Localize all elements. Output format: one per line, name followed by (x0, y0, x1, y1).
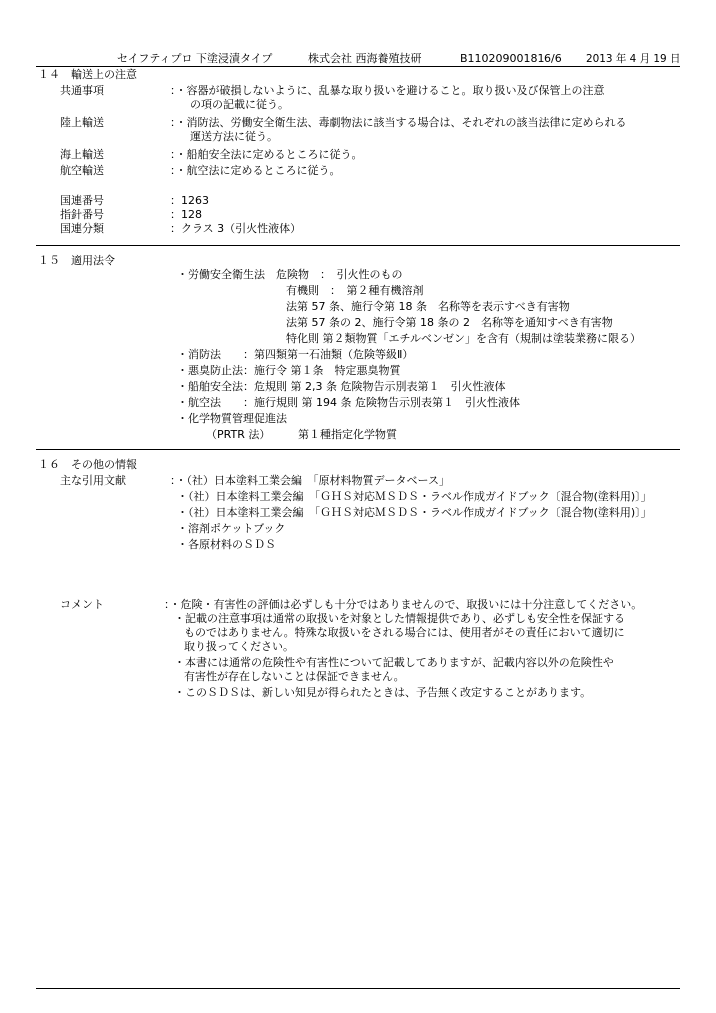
reference-5: ・各原材料のＳＤＳ (177, 538, 276, 551)
un-number-value: ：1263 (170, 194, 209, 207)
law-line-11-prtr: （PRTR 法） (206, 428, 271, 441)
law-line-1: ・労働安全衛生法 危険物 ： 引火性のもの (177, 268, 403, 281)
header-page-number: 6/6 (544, 52, 562, 65)
section-16-title: １６ その他の情報 (38, 458, 137, 471)
common-items-line2: の項の記載に従う。 (190, 98, 289, 111)
un-class-label: 国連分類 (60, 222, 104, 235)
law-line-2: 有機則 ： 第２種有機溶剤 (286, 284, 424, 297)
comment-line-5: ・本書には通常の危険性や有害性について記載してありますが、記載内容以外の危険性や (174, 656, 614, 669)
air-transport-text: ：・航空法に定めるところに従う。 (170, 164, 341, 177)
law-line-11-class: 第１種指定化学物質 (298, 428, 397, 441)
un-number-label: 国連番号 (60, 194, 104, 207)
law-line-9: ・航空法 ：施行規則 第 194 条 危険物告示別表第１ 引火性液体 (177, 396, 520, 409)
law-line-3: 法第 57 条、施行令第 18 条 名称等を表示すべき有害物 (286, 300, 570, 313)
footer-rule (36, 988, 680, 989)
references-label: 主な引用文献 (60, 474, 126, 487)
header-product-name: セイフティプロ 下塗浸漬タイプ (117, 52, 273, 65)
sea-transport-label: 海上輸送 (60, 148, 104, 161)
air-transport-label: 航空輸送 (60, 164, 104, 177)
law-line-4: 法第 57 条の 2、施行令第 18 条の 2 名称等を通知すべき有害物 (286, 316, 613, 329)
section-14-rule (36, 245, 680, 246)
comment-line-1: ：・危険・有害性の評価は必ずしも十分ではありませんので、取扱いには十分注意してください。 (164, 598, 643, 611)
law-line-10: ・化学物質管理促進法 (177, 412, 287, 425)
comment-line-7: ・このＳＤＳは、新しい知見が得られたときは、予告無く改定することがあります。 (174, 686, 592, 699)
land-transport-line1: ：・消防法、労働安全衛生法、毒劇物法に該当する場合は、それぞれの該当法律に定められる (170, 116, 627, 129)
header-date: 2013 年 4 月 19 日 (586, 52, 681, 65)
comment-label: コメント (60, 598, 104, 611)
comment-line-3: ものではありません。特殊な取扱いをされる場合には、使用者がその責任において適切に (184, 626, 625, 639)
law-line-6: ・消防法 ：第四類第一石油類（危険等級Ⅱ） (177, 348, 414, 361)
reference-3: ・（社）日本塗料工業会編 「ＧＨＳ対応ＭＳＤＳ・ラベル作成ガイドブック〔混合物(塗料用)〕」 (177, 506, 652, 519)
land-transport-line2: 運送方法に従う。 (190, 130, 278, 143)
un-class-value: ：クラス 3（引火性液体） (170, 222, 302, 235)
section-15-title: １５ 適用法令 (38, 254, 115, 267)
common-items-label: 共通事項 (60, 84, 104, 97)
sea-transport-text: ：・船舶安全法に定めるところに従う。 (170, 148, 363, 161)
reference-4: ・溶剤ポケットブック (177, 522, 286, 535)
law-line-7: ・悪臭防止法：施行令 第１条 特定悪臭物質 (177, 364, 401, 377)
section-14-title: １４ 輸送上の注意 (38, 68, 137, 81)
law-line-5: 特化則 第２類物質「エチルベンゼン」を含有（規制は塗装業務に限る） (286, 332, 641, 345)
comment-line-6: 有害性が存在しないことは保証できません。 (184, 670, 405, 683)
section-15-rule (36, 449, 680, 450)
comment-line-2: ・記載の注意事項は通常の取扱いを対象とした情報提供であり、必ずしも安全性を保証する (174, 612, 625, 625)
law-line-8: ・船舶安全法：危規則 第 2,3 条 危険物告示別表第１ 引火性液体 (177, 380, 506, 393)
land-transport-label: 陸上輸送 (60, 116, 104, 129)
guide-number-label: 指針番号 (60, 208, 104, 221)
guide-number-value: ：128 (170, 208, 202, 221)
reference-1: ：・（社）日本塗料工業会編 「原材料物質データベース」 (170, 474, 450, 487)
header-rule (36, 66, 680, 67)
header-company: 株式会社 西海養殖技研 (308, 52, 422, 65)
reference-2: ・（社）日本塗料工業会編 「ＧＨＳ対応ＭＳＤＳ・ラベル作成ガイドブック〔混合物(塗料用)〕」 (177, 490, 652, 503)
common-items-line1: ：・容器が破損しないように、乱暴な取り扱いを避けること。取り扱い及び保管上の注意 (170, 84, 605, 97)
header-doc-number: B11020900181 (460, 52, 545, 65)
comment-line-4: 取り扱ってください。 (184, 640, 294, 653)
